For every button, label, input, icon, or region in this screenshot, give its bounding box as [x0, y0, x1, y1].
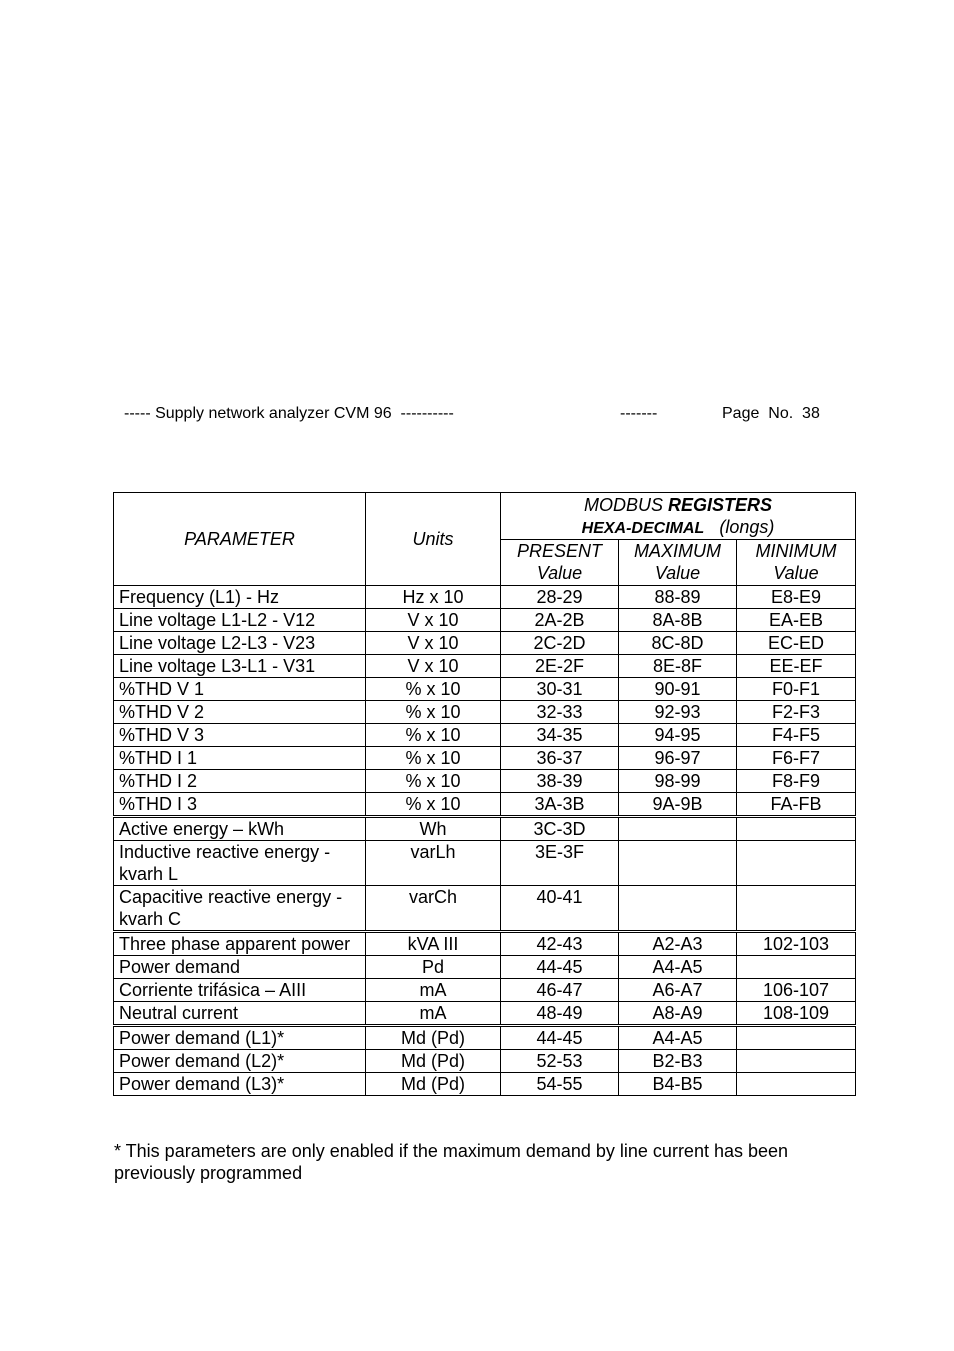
maximum-cell — [619, 886, 737, 932]
units-cell: varCh — [366, 886, 501, 932]
parameter-cell: Line voltage L3-L1 - V31 — [114, 655, 366, 678]
units-cell: V x 10 — [366, 655, 501, 678]
parameter-cell: %THD V 2 — [114, 701, 366, 724]
minimum-cell: 106-107 — [737, 979, 856, 1002]
parameter-cell: Three phase apparent power — [114, 932, 366, 956]
maximum-cell: 90-91 — [619, 678, 737, 701]
minimum-cell: F2-F3 — [737, 701, 856, 724]
table-row — [114, 747, 856, 770]
present-cell: 30-31 — [501, 678, 619, 701]
minimum-cell — [737, 841, 856, 886]
units-cell: % x 10 — [366, 747, 501, 770]
present-cell: 28-29 — [501, 586, 619, 609]
minimum-cell: EA-EB — [737, 609, 856, 632]
units-cell: V x 10 — [366, 632, 501, 655]
table-row — [114, 586, 856, 609]
units-cell: % x 10 — [366, 770, 501, 793]
maximum-cell: 88-89 — [619, 586, 737, 609]
table-row — [114, 1073, 856, 1096]
maximum-cell: A6-A7 — [619, 979, 737, 1002]
parameter-cell: Power demand (L2)* — [114, 1050, 366, 1073]
minimum-cell — [737, 1073, 856, 1096]
units-cell: Pd — [366, 956, 501, 979]
units-cell: Md (Pd) — [366, 1026, 501, 1050]
table-row — [114, 979, 856, 1002]
units-cell: % x 10 — [366, 793, 501, 817]
present-cell: 48-49 — [501, 1002, 619, 1026]
present-cell: 3E-3F — [501, 841, 619, 886]
table-row — [114, 1026, 856, 1050]
units-cell: % x 10 — [366, 701, 501, 724]
table-row — [114, 678, 856, 701]
parameter-cell: %THD I 3 — [114, 793, 366, 817]
parameter-cell: Power demand — [114, 956, 366, 979]
present-cell: 42-43 — [501, 932, 619, 956]
header-modbus: MODBUS — [583, 495, 663, 515]
maximum-cell: A2-A3 — [619, 932, 737, 956]
table-row — [114, 632, 856, 655]
table-row — [114, 724, 856, 747]
minimum-cell: EC-ED — [737, 632, 856, 655]
units-cell: Hz x 10 — [366, 586, 501, 609]
parameter-cell: Active energy – kWh — [114, 817, 366, 841]
table-row — [114, 817, 856, 841]
minimum-cell: 108-109 — [737, 1002, 856, 1026]
table-row — [114, 793, 856, 817]
minimum-cell — [737, 817, 856, 841]
maximum-cell: 92-93 — [619, 701, 737, 724]
header-hexa: HEXA-DECIMAL — [581, 520, 705, 537]
header-parameter: PARAMETER — [114, 493, 366, 586]
table-row — [114, 609, 856, 632]
maximum-cell: A8-A9 — [619, 1002, 737, 1026]
minimum-cell: FA-FB — [737, 793, 856, 817]
maximum-cell: 96-97 — [619, 747, 737, 770]
maximum-cell: B2-B3 — [619, 1050, 737, 1073]
table-row — [114, 655, 856, 678]
table-row — [114, 1050, 856, 1073]
present-cell: 34-35 — [501, 724, 619, 747]
minimum-cell: F0-F1 — [737, 678, 856, 701]
parameter-cell: %THD I 2 — [114, 770, 366, 793]
present-cell: 32-33 — [501, 701, 619, 724]
parameter-cell: Frequency (L1) - Hz — [114, 586, 366, 609]
minimum-cell: F4-F5 — [737, 724, 856, 747]
table-row — [114, 956, 856, 979]
header-present-value: PRESENT Value — [501, 540, 619, 586]
header-modbus-registers — [501, 493, 856, 540]
units-cell: mA — [366, 979, 501, 1002]
header-maximum-value: MAXIMUM Value — [619, 540, 737, 586]
present-cell: 3A-3B — [501, 793, 619, 817]
units-cell: % x 10 — [366, 724, 501, 747]
parameter-cell: Line voltage L1-L2 - V12 — [114, 609, 366, 632]
minimum-cell: 102-103 — [737, 932, 856, 956]
present-cell: 40-41 — [501, 886, 619, 932]
table-row — [114, 886, 856, 932]
parameter-cell: Capacitive reactive energy - kvarh C — [114, 886, 366, 932]
maximum-cell: A4-A5 — [619, 1026, 737, 1050]
running-header-dashes: ------- — [620, 405, 658, 422]
units-cell: % x 10 — [366, 678, 501, 701]
table-row — [114, 770, 856, 793]
minimum-cell — [737, 1050, 856, 1073]
table-row — [114, 1002, 856, 1026]
maximum-cell — [619, 817, 737, 841]
present-cell: 2E-2F — [501, 655, 619, 678]
units-cell: Md (Pd) — [366, 1073, 501, 1096]
header-longs: (longs) — [719, 517, 775, 537]
units-cell: kVA III — [366, 932, 501, 956]
header-minimum-value: MINIMUM Value — [737, 540, 856, 586]
maximum-cell: 8E-8F — [619, 655, 737, 678]
present-cell: 36-37 — [501, 747, 619, 770]
footnote: * This parameters are only enabled if the maximum demand by line current has been previously programmed — [114, 1141, 789, 1183]
parameter-cell: Power demand (L1)* — [114, 1026, 366, 1050]
present-cell: 38-39 — [501, 770, 619, 793]
present-cell: 54-55 — [501, 1073, 619, 1096]
modbus-register-table — [113, 492, 856, 1096]
present-cell: 2C-2D — [501, 632, 619, 655]
minimum-cell: EE-EF — [737, 655, 856, 678]
parameter-cell: Neutral current — [114, 1002, 366, 1026]
minimum-cell: F6-F7 — [737, 747, 856, 770]
present-cell: 44-45 — [501, 1026, 619, 1050]
maximum-cell: 9A-9B — [619, 793, 737, 817]
present-cell: 44-45 — [501, 956, 619, 979]
minimum-cell: E8-E9 — [737, 586, 856, 609]
present-cell: 46-47 — [501, 979, 619, 1002]
minimum-cell — [737, 1026, 856, 1050]
parameter-cell: Power demand (L3)* — [114, 1073, 366, 1096]
present-cell: 2A-2B — [501, 609, 619, 632]
units-cell: V x 10 — [366, 609, 501, 632]
header-units: Units — [366, 493, 501, 586]
page-number: Page No. 38 — [722, 405, 820, 422]
minimum-cell — [737, 886, 856, 932]
maximum-cell: 94-95 — [619, 724, 737, 747]
parameter-cell: Inductive reactive energy - kvarh L — [114, 841, 366, 886]
maximum-cell: A4-A5 — [619, 956, 737, 979]
maximum-cell: B4-B5 — [619, 1073, 737, 1096]
minimum-cell — [737, 956, 856, 979]
present-cell: 52-53 — [501, 1050, 619, 1073]
parameter-cell: %THD V 3 — [114, 724, 366, 747]
table-row — [114, 841, 856, 886]
units-cell: Wh — [366, 817, 501, 841]
header-registers: REGISTERS — [668, 495, 773, 515]
units-cell: mA — [366, 1002, 501, 1026]
table-row — [114, 701, 856, 724]
table-row — [114, 932, 856, 956]
maximum-cell: 8C-8D — [619, 632, 737, 655]
maximum-cell — [619, 841, 737, 886]
minimum-cell: F8-F9 — [737, 770, 856, 793]
units-cell: varLh — [366, 841, 501, 886]
maximum-cell: 98-99 — [619, 770, 737, 793]
present-cell: 3C-3D — [501, 817, 619, 841]
units-cell: Md (Pd) — [366, 1050, 501, 1073]
parameter-cell: %THD V 1 — [114, 678, 366, 701]
parameter-cell: Line voltage L2-L3 - V23 — [114, 632, 366, 655]
running-header-title: ----- Supply network analyzer CVM 96 ---------- — [124, 405, 454, 422]
maximum-cell: 8A-8B — [619, 609, 737, 632]
parameter-cell: Corriente trifásica – AIII — [114, 979, 366, 1002]
parameter-cell: %THD I 1 — [114, 747, 366, 770]
